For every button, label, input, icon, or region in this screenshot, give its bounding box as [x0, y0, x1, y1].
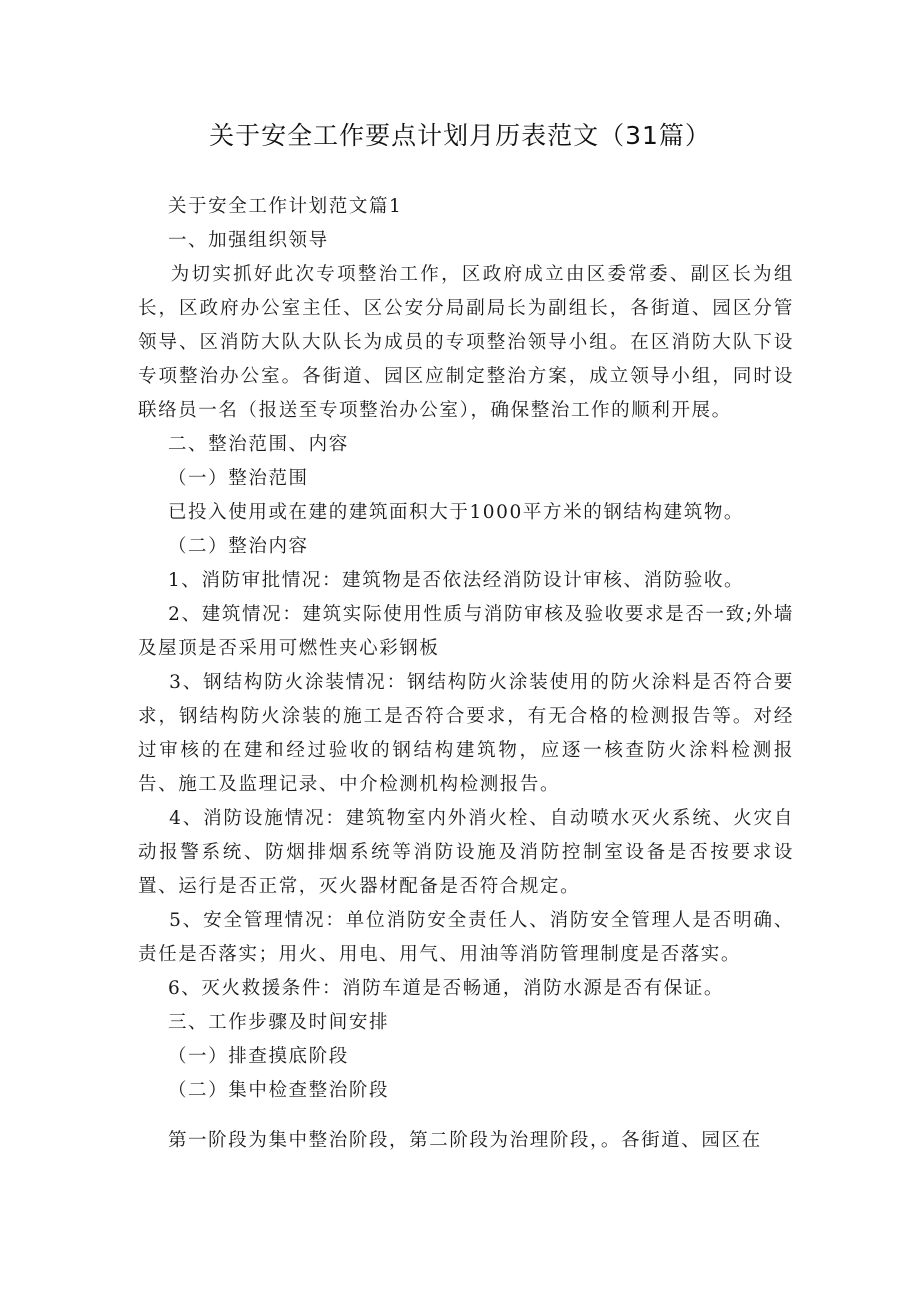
sub-heading: （一）整治范围	[138, 468, 309, 489]
document-title: 关于安全工作要点计划月历表范文（31篇）	[209, 121, 711, 150]
section-heading: 关于安全工作计划范文篇1	[138, 196, 403, 217]
section-heading: 一、加强组织领导	[138, 230, 329, 251]
list-item: 5、安全管理情况：单位消防安全责任人、消防安全管理人是否明确、责任是否落实；用火、用电、用气、用油等消防管理制度是否落实。	[138, 910, 794, 965]
list-item: 1、消防审批情况：建筑物是否依法经消防设计审核、消防验收。	[138, 570, 745, 591]
body-paragraph: 第一阶段为集中整治阶段，第二阶段为治理阶段，。各街道、园区在	[138, 1130, 762, 1151]
list-item: 2、建筑情况：建筑实际使用性质与消防审核及验收要求是否一致;外墙及屋顶是否采用可燃性夹心彩钢板	[138, 604, 794, 659]
list-item: 3、钢结构防火涂装情况：钢结构防火涂装使用的防火涂料是否符合要求，钢结构防火涂装的施工是否符合要求，有无合格的检测报告等。对经过审核的在建和经过验收的钢结构建筑物，应逐一核查防火涂料检测报告、施工及监理记录、中介检测机构检测报告。	[138, 672, 794, 795]
sub-heading: （一）排查摸底阶段	[138, 1046, 349, 1067]
body-paragraph: 已投入使用或在建的建筑面积大于1000平方米的钢结构建筑物。	[138, 502, 745, 523]
body-paragraph: 为切实抓好此次专项整治工作，区政府成立由区委常委、副区长为组长，区政府办公室主任、区公安分局副局长为副组长，各街道、园区分管领导、区消防大队大队长为成员的专项整治领导小组。在区消防大队下设专项整治办公室。各街道、园区应制定整治方案，成立领导小组，同时设联络员一名（报送至专项整治办公室），确保整治工作的顺利开展。	[138, 264, 794, 421]
list-item: 4、消防设施情况：建筑物室内外消火栓、自动喷水灭火系统、火灾自动报警系统、防烟排烟系统等消防设施及消防控制室设备是否按要求设置、运行是否正常，灭火器材配备是否符合规定。	[138, 808, 794, 897]
section-heading: 二、整治范围、内容	[138, 434, 349, 455]
sub-heading: （二）整治内容	[138, 536, 309, 557]
section-heading: 三、工作步骤及时间安排	[138, 1012, 390, 1033]
list-item: 6、灭火救援条件：消防车道是否畅通，消防水源是否有保证。	[138, 978, 725, 999]
sub-heading: （二）集中检查整治阶段	[138, 1080, 390, 1101]
